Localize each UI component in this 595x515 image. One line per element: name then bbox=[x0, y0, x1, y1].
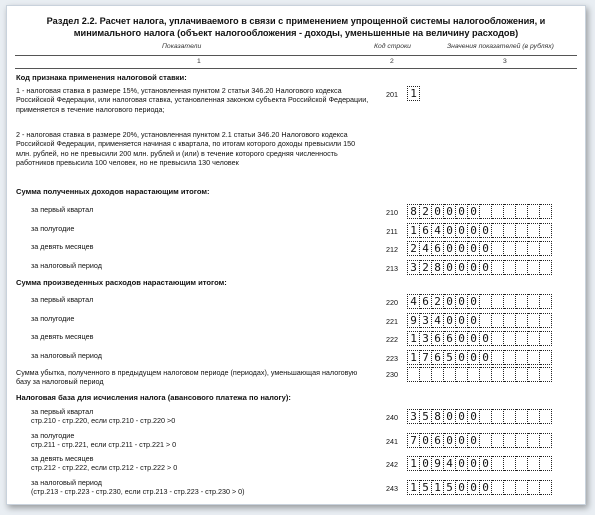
digit-cell-213-5[interactable]: 0 bbox=[456, 260, 468, 275]
digit-cell-211-7[interactable]: 0 bbox=[480, 223, 492, 238]
digit-cell-243-11[interactable] bbox=[528, 480, 540, 495]
digit-cell-223-3[interactable]: 6 bbox=[432, 350, 444, 365]
digit-cell-220-10[interactable] bbox=[516, 294, 528, 309]
value-field-220[interactable] bbox=[407, 294, 552, 309]
rate-code-field[interactable] bbox=[407, 86, 420, 101]
value-field-212[interactable] bbox=[407, 241, 552, 256]
row-label-212: за девять месяцев bbox=[31, 242, 94, 251]
row-label-210: за первый квартал bbox=[31, 205, 94, 214]
digit-cell-213-10[interactable] bbox=[516, 260, 528, 275]
digit-cell-230-6[interactable] bbox=[468, 367, 480, 382]
digit-cell-223-1[interactable]: 1 bbox=[407, 350, 420, 365]
digit-cell-230-9[interactable] bbox=[504, 367, 516, 382]
digit-cell-242-2[interactable]: 0 bbox=[420, 456, 432, 471]
value-field-241[interactable] bbox=[407, 433, 552, 448]
column-number-1: 1 bbox=[197, 58, 201, 65]
digit-cell-241-8[interactable] bbox=[492, 433, 504, 448]
value-field-242[interactable] bbox=[407, 456, 552, 471]
digit-cell-211-9[interactable] bbox=[504, 223, 516, 238]
rate-section-heading: Код признака применения налоговой ставки: bbox=[16, 73, 187, 82]
digit-cell-221-6[interactable]: 0 bbox=[468, 313, 480, 328]
row-label-243: за налоговый период bbox=[31, 477, 102, 487]
digit-cell-241-5[interactable]: 0 bbox=[456, 433, 468, 448]
digit-cell-222-2[interactable]: 3 bbox=[420, 331, 432, 346]
digit-cell-220-2[interactable]: 6 bbox=[420, 294, 432, 309]
column-number-2: 2 bbox=[390, 58, 394, 65]
value-field-240[interactable] bbox=[407, 409, 552, 424]
digit-cell-243-7[interactable]: 0 bbox=[480, 480, 492, 495]
header-rule bbox=[15, 55, 577, 56]
row-formula-241: стр.211 - стр.221, если стр.211 - стр.221 > 0 bbox=[31, 439, 177, 449]
line-code-221: 221 bbox=[386, 316, 398, 326]
digit-cell-221-2[interactable]: 3 bbox=[420, 313, 432, 328]
digit-cell-243-10[interactable] bbox=[516, 480, 528, 495]
digit-cell-240-4[interactable]: 0 bbox=[444, 409, 456, 424]
row-label-222: за девять месяцев bbox=[31, 332, 94, 341]
digit-cell-242-1[interactable]: 1 bbox=[407, 456, 420, 471]
digit-cell-223-2[interactable]: 7 bbox=[420, 350, 432, 365]
header-rule-2 bbox=[15, 68, 577, 69]
digit-cell-211-4[interactable]: 0 bbox=[444, 223, 456, 238]
digit-cell-212-1[interactable]: 2 bbox=[407, 241, 420, 256]
digit-cell-240-10[interactable] bbox=[516, 409, 528, 424]
digit-cell-242-9[interactable] bbox=[504, 456, 516, 471]
row-label-220: за первый квартал bbox=[31, 295, 94, 304]
value-field-213[interactable] bbox=[407, 260, 552, 275]
digit-cell-210-10[interactable] bbox=[516, 204, 528, 219]
digit-cell-242-5[interactable]: 0 bbox=[456, 456, 468, 471]
column-header-value: Значения показателей (в рублях) bbox=[447, 43, 554, 50]
digit-cell-222-8[interactable] bbox=[492, 331, 504, 346]
digit-cell-223-8[interactable] bbox=[492, 350, 504, 365]
column-header-indicator: Показатели bbox=[162, 43, 202, 50]
value-field-221[interactable] bbox=[407, 313, 552, 328]
digit-cell-220-12[interactable] bbox=[540, 294, 552, 309]
digit-cell-230-8[interactable] bbox=[492, 367, 504, 382]
line-code-223: 223 bbox=[386, 353, 398, 363]
value-field-223[interactable] bbox=[407, 350, 552, 365]
digit-cell-230-4[interactable] bbox=[444, 367, 456, 382]
rate-code-cell[interactable]: 1 bbox=[407, 86, 420, 101]
row-label-240: за первый квартал bbox=[31, 407, 94, 416]
digit-cell-212-3[interactable]: 6 bbox=[432, 241, 444, 256]
digit-cell-212-11[interactable] bbox=[528, 241, 540, 256]
digit-cell-213-11[interactable] bbox=[528, 260, 540, 275]
digit-cell-222-5[interactable]: 0 bbox=[456, 331, 468, 346]
line-code-222: 222 bbox=[386, 335, 398, 344]
digit-cell-240-11[interactable] bbox=[528, 409, 540, 424]
digit-cell-210-7[interactable] bbox=[480, 204, 492, 219]
digit-cell-211-5[interactable]: 0 bbox=[456, 223, 468, 238]
digit-cell-230-10[interactable] bbox=[516, 367, 528, 382]
digit-cell-243-8[interactable] bbox=[492, 480, 504, 495]
digit-cell-212-9[interactable] bbox=[504, 241, 516, 256]
digit-cell-223-12[interactable] bbox=[540, 350, 552, 365]
digit-cell-243-4[interactable]: 5 bbox=[444, 480, 456, 495]
digit-cell-210-5[interactable]: 0 bbox=[456, 204, 468, 219]
column-number-3: 3 bbox=[503, 58, 507, 65]
digit-cell-241-11[interactable] bbox=[528, 433, 540, 448]
value-field-210[interactable] bbox=[407, 204, 552, 219]
digit-cell-240-12[interactable] bbox=[540, 409, 552, 424]
digit-cell-241-12[interactable] bbox=[540, 433, 552, 448]
row-label-213: за налоговый период bbox=[31, 260, 102, 270]
digit-cell-223-11[interactable] bbox=[528, 350, 540, 365]
digit-cell-241-10[interactable] bbox=[516, 433, 528, 448]
value-field-222[interactable] bbox=[407, 331, 552, 346]
digit-cell-242-11[interactable] bbox=[528, 456, 540, 471]
digit-cell-211-3[interactable]: 4 bbox=[432, 223, 444, 238]
digit-cell-211-6[interactable]: 0 bbox=[468, 223, 480, 238]
digit-cell-243-5[interactable]: 0 bbox=[456, 480, 468, 495]
digit-cell-223-4[interactable]: 5 bbox=[444, 350, 456, 365]
digit-cell-212-4[interactable]: 0 bbox=[444, 241, 456, 256]
digit-cell-211-10[interactable] bbox=[516, 223, 528, 238]
value-field-211[interactable] bbox=[407, 223, 552, 238]
digit-cell-213-3[interactable]: 8 bbox=[432, 260, 444, 275]
digit-cell-213-7[interactable]: 0 bbox=[480, 260, 492, 275]
digit-cell-221-5[interactable]: 0 bbox=[456, 313, 468, 328]
row-formula-242: стр.212 - стр.222, если стр.212 - стр.222 > 0 bbox=[31, 463, 178, 472]
digit-cell-212-5[interactable]: 0 bbox=[456, 241, 468, 256]
declaration-sheet bbox=[6, 5, 586, 505]
digit-cell-243-1[interactable]: 1 bbox=[407, 480, 420, 495]
digit-cell-240-7[interactable] bbox=[480, 409, 492, 424]
digit-cell-230-5[interactable] bbox=[456, 367, 468, 382]
digit-cell-242-7[interactable]: 0 bbox=[480, 456, 492, 471]
digit-cell-220-6[interactable]: 0 bbox=[468, 294, 480, 309]
digit-cell-212-2[interactable]: 4 bbox=[420, 241, 432, 256]
digit-cell-240-1[interactable]: 3 bbox=[407, 409, 420, 424]
digit-cell-223-7[interactable]: 0 bbox=[480, 350, 492, 365]
digit-cell-223-9[interactable] bbox=[504, 350, 516, 365]
base-section-heading: Налоговая база для исчисления налога (авансового платежа по налогу): bbox=[16, 393, 291, 402]
digit-cell-240-3[interactable]: 8 bbox=[432, 409, 444, 424]
digit-cell-240-8[interactable] bbox=[492, 409, 504, 424]
digit-cell-211-8[interactable] bbox=[492, 223, 504, 238]
digit-cell-240-2[interactable]: 5 bbox=[420, 409, 432, 424]
digit-cell-243-12[interactable] bbox=[540, 480, 552, 495]
digit-cell-241-1[interactable]: 7 bbox=[407, 433, 420, 448]
line-code-230: 230 bbox=[386, 370, 398, 379]
digit-cell-210-6[interactable]: 0 bbox=[468, 204, 480, 219]
digit-cell-221-3[interactable]: 4 bbox=[432, 313, 444, 328]
digit-cell-221-11[interactable] bbox=[528, 313, 540, 328]
digit-cell-222-4[interactable]: 6 bbox=[444, 331, 456, 346]
digit-cell-222-7[interactable]: 0 bbox=[480, 331, 492, 346]
line-code-240: 240 bbox=[386, 413, 398, 422]
digit-cell-241-9[interactable] bbox=[504, 433, 516, 448]
row-formula-240: стр.210 - стр.220, если стр.210 - стр.220 >0 bbox=[31, 416, 176, 425]
digit-cell-210-2[interactable]: 2 bbox=[420, 204, 432, 219]
row-label-221: за полугодие bbox=[31, 313, 75, 323]
digit-cell-230-11[interactable] bbox=[528, 367, 540, 382]
section-title-line2: минимального налога (объект налогообложения - доходы, уменьшенные на величину расходов) bbox=[73, 28, 519, 38]
digit-cell-213-12[interactable] bbox=[540, 260, 552, 275]
digit-cell-242-6[interactable]: 0 bbox=[468, 456, 480, 471]
digit-cell-212-6[interactable]: 0 bbox=[468, 241, 480, 256]
line-code-241: 241 bbox=[386, 436, 398, 446]
section-title-line1: Раздел 2.2. Расчет налога, уплачиваемого в связи с применением упрощенной системы налогообложения, и bbox=[46, 16, 546, 26]
digit-cell-222-6[interactable]: 0 bbox=[468, 331, 480, 346]
row-formula-243: (стр.213 - стр.223 - стр.230, если стр.213 - стр.223 - стр.230 > 0) bbox=[31, 486, 245, 496]
line-code-242: 242 bbox=[386, 460, 398, 469]
digit-cell-213-6[interactable]: 0 bbox=[468, 260, 480, 275]
digit-cell-222-10[interactable] bbox=[516, 331, 528, 346]
digit-cell-243-2[interactable]: 5 bbox=[420, 480, 432, 495]
digit-cell-220-11[interactable] bbox=[528, 294, 540, 309]
digit-cell-213-4[interactable]: 0 bbox=[444, 260, 456, 275]
digit-cell-222-1[interactable]: 1 bbox=[407, 331, 420, 346]
digit-cell-241-7[interactable] bbox=[480, 433, 492, 448]
digit-cell-230-12[interactable] bbox=[540, 367, 552, 382]
column-header-code: Код строки bbox=[374, 43, 411, 50]
digit-cell-212-8[interactable] bbox=[492, 241, 504, 256]
digit-cell-221-10[interactable] bbox=[516, 313, 528, 328]
digit-cell-241-3[interactable]: 6 bbox=[432, 433, 444, 448]
digit-cell-223-5[interactable]: 0 bbox=[456, 350, 468, 365]
digit-cell-220-3[interactable]: 2 bbox=[432, 294, 444, 309]
digit-cell-243-6[interactable]: 0 bbox=[468, 480, 480, 495]
row-label-241: за полугодие bbox=[31, 430, 75, 440]
digit-cell-222-11[interactable] bbox=[528, 331, 540, 346]
line-code-243: 243 bbox=[386, 483, 398, 493]
line-code-211: 211 bbox=[386, 226, 398, 236]
digit-cell-241-4[interactable]: 0 bbox=[444, 433, 456, 448]
loss-label: Сумма убытка, полученного в предыдущем налоговом периоде (периодах), уменьшающая налоговую базу за налоговый период bbox=[16, 368, 358, 387]
digit-cell-243-3[interactable]: 1 bbox=[432, 480, 444, 495]
digit-cell-211-11[interactable] bbox=[528, 223, 540, 238]
digit-cell-242-12[interactable] bbox=[540, 456, 552, 471]
digit-cell-223-10[interactable] bbox=[516, 350, 528, 365]
digit-cell-242-3[interactable]: 9 bbox=[432, 456, 444, 471]
digit-cell-220-5[interactable]: 0 bbox=[456, 294, 468, 309]
digit-cell-213-8[interactable] bbox=[492, 260, 504, 275]
digit-cell-210-1[interactable]: 8 bbox=[407, 204, 420, 219]
digit-cell-221-7[interactable] bbox=[480, 313, 492, 328]
digit-cell-240-9[interactable] bbox=[504, 409, 516, 424]
line-code-220: 220 bbox=[386, 298, 398, 307]
digit-cell-212-12[interactable] bbox=[540, 241, 552, 256]
digit-cell-220-1[interactable]: 4 bbox=[407, 294, 420, 309]
digit-cell-221-1[interactable]: 9 bbox=[407, 313, 420, 328]
digit-cell-211-12[interactable] bbox=[540, 223, 552, 238]
expense-section-heading: Сумма произведенных расходов нарастающим итогом: bbox=[16, 278, 227, 287]
digit-cell-210-9[interactable] bbox=[504, 204, 516, 219]
digit-cell-242-8[interactable] bbox=[492, 456, 504, 471]
digit-cell-223-6[interactable]: 0 bbox=[468, 350, 480, 365]
digit-cell-221-9[interactable] bbox=[504, 313, 516, 328]
digit-cell-210-4[interactable]: 0 bbox=[444, 204, 456, 219]
row-label-242: за девять месяцев bbox=[31, 454, 94, 463]
digit-cell-243-9[interactable] bbox=[504, 480, 516, 495]
digit-cell-212-7[interactable]: 0 bbox=[480, 241, 492, 256]
rate-option-1: 1 - налоговая ставка в размере 15%, установленная пунктом 2 статьи 346.20 Налогового кодекса Российской Федерации, или налоговая ставка, установленная законом субъекта Российской Федерации, применяется в течение налогового периода; bbox=[16, 86, 369, 114]
digit-cell-222-9[interactable] bbox=[504, 331, 516, 346]
digit-cell-220-7[interactable] bbox=[480, 294, 492, 309]
digit-cell-213-9[interactable] bbox=[504, 260, 516, 275]
digit-cell-230-7[interactable] bbox=[480, 367, 492, 382]
row-label-223: за налоговый период bbox=[31, 350, 102, 360]
digit-cell-210-3[interactable]: 0 bbox=[432, 204, 444, 219]
digit-cell-240-6[interactable]: 0 bbox=[468, 409, 480, 424]
line-code-213: 213 bbox=[386, 263, 398, 273]
rate-option-2: 2 - налоговая ставка в размере 20%, установленная пунктом 2.1 статьи 346.20 Налогового кодекса Российской Федерации, применяется начиная с квартала, по итогам которого доходы превысили 150 млн. рублей, но не превысили 200 млн. рублей и (или) в течение которого средняя численность работников превысила 100 человек, но не превысила 130 человек bbox=[16, 130, 356, 167]
digit-cell-212-10[interactable] bbox=[516, 241, 528, 256]
digit-cell-242-4[interactable]: 4 bbox=[444, 456, 456, 471]
digit-cell-241-6[interactable]: 0 bbox=[468, 433, 480, 448]
value-field-243[interactable] bbox=[407, 480, 552, 495]
digit-cell-211-2[interactable]: 6 bbox=[420, 223, 432, 238]
digit-cell-222-12[interactable] bbox=[540, 331, 552, 346]
digit-cell-230-3[interactable] bbox=[432, 367, 444, 382]
digit-cell-220-8[interactable] bbox=[492, 294, 504, 309]
loss-value-field[interactable] bbox=[407, 367, 552, 382]
digit-cell-241-2[interactable]: 0 bbox=[420, 433, 432, 448]
digit-cell-213-1[interactable]: 3 bbox=[407, 260, 420, 275]
digit-cell-213-2[interactable]: 2 bbox=[420, 260, 432, 275]
row-label-211: за полугодие bbox=[31, 223, 75, 233]
digit-cell-230-2[interactable] bbox=[420, 367, 432, 382]
line-code-210: 210 bbox=[386, 208, 398, 217]
digit-cell-210-8[interactable] bbox=[492, 204, 504, 219]
line-code-212: 212 bbox=[386, 245, 398, 254]
digit-cell-220-9[interactable] bbox=[504, 294, 516, 309]
digit-cell-240-5[interactable]: 0 bbox=[456, 409, 468, 424]
digit-cell-220-4[interactable]: 0 bbox=[444, 294, 456, 309]
digit-cell-221-8[interactable] bbox=[492, 313, 504, 328]
digit-cell-242-10[interactable] bbox=[516, 456, 528, 471]
digit-cell-222-3[interactable]: 6 bbox=[432, 331, 444, 346]
line-code-201: 201 bbox=[386, 90, 398, 99]
income-section-heading: Сумма полученных доходов нарастающим итогом: bbox=[16, 187, 210, 196]
digit-cell-230-1[interactable] bbox=[407, 367, 420, 382]
digit-cell-211-1[interactable]: 1 bbox=[407, 223, 420, 238]
digit-cell-221-4[interactable]: 0 bbox=[444, 313, 456, 328]
digit-cell-221-12[interactable] bbox=[540, 313, 552, 328]
digit-cell-210-11[interactable] bbox=[528, 204, 540, 219]
digit-cell-210-12[interactable] bbox=[540, 204, 552, 219]
